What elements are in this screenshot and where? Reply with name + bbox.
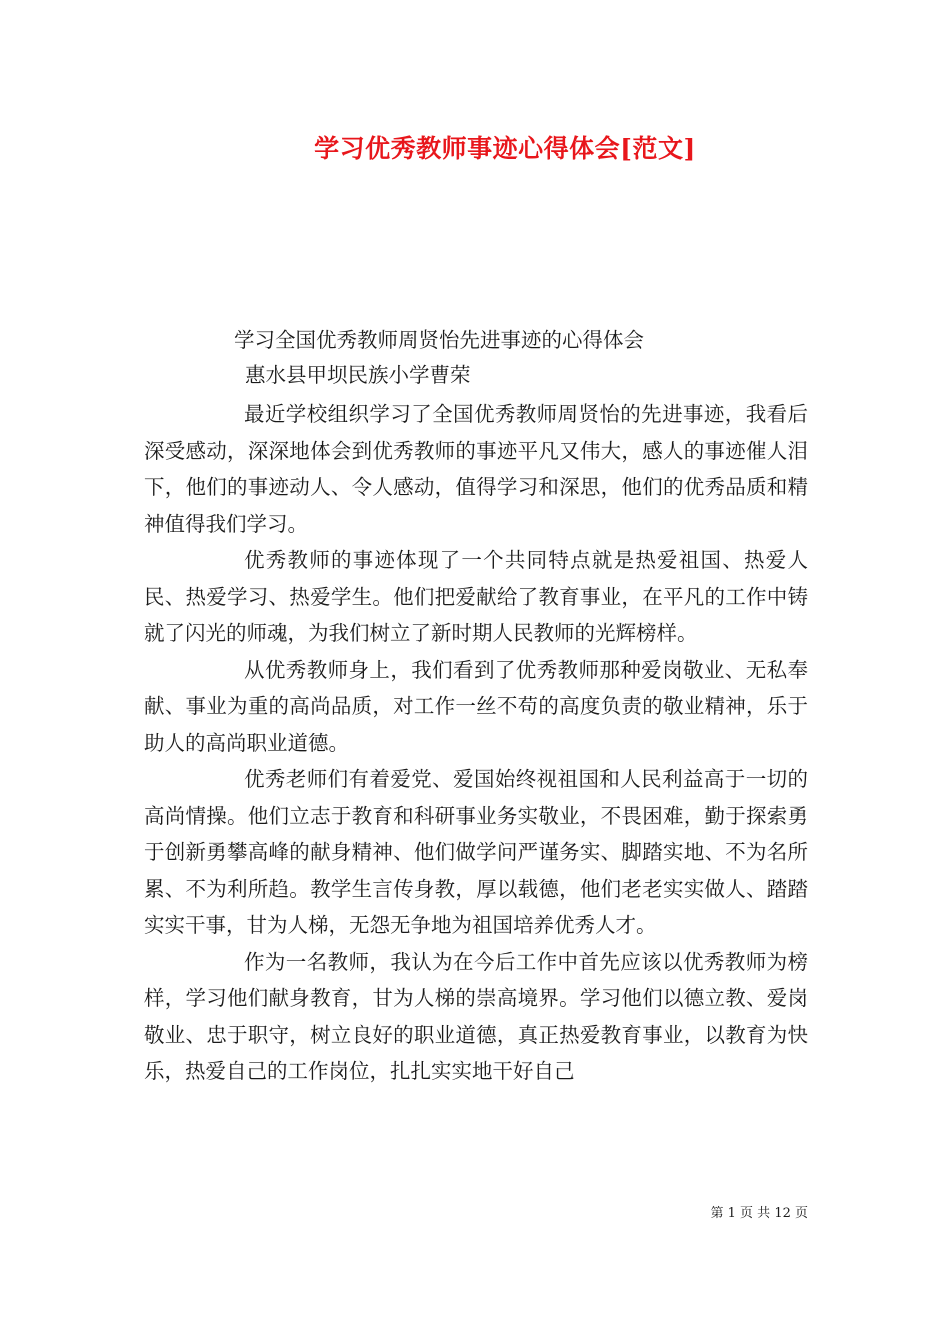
body-paragraph: 从优秀教师身上，我们看到了优秀教师那种爱岗敬业、无私奉献、事业为重的高尚品质，对工作一丝不苟的高度负责的敬业精神，乐于助人的高尚职业道德。 xyxy=(144,657,808,755)
body-paragraph: 优秀老师们有着爱党、爱国始终视祖国和人民利益高于一切的高尚情操。他们立志于教育和科研事业务实敬业，不畏困难，勤于探索勇于创新勇攀高峰的献身精神、他们做学问严谨务实、脚踏实地、不为名所累、不为利所趋。教学生言传身教，厚以载德，他们老老实实做人、踏踏实实干事，甘为人梯，无怨无争地为祖国培养优秀人才。 xyxy=(144,767,808,937)
document-author: 惠水县甲坝民族小学曹荣 xyxy=(245,363,471,387)
page-number-footer: 第 1 页 共 12 页 xyxy=(710,1206,808,1221)
body-paragraph: 作为一名教师，我认为在今后工作中首先应该以优秀教师为榜样，学习他们献身教育，甘为人梯的崇高境界。学习他们以德立教、爱岗敬业、忠于职守，树立良好的职业道德，真正热爱教育事业，以教育为快乐，热爱自己的工作岗位，扎扎实实地干好自己 xyxy=(144,949,808,1083)
body-paragraph: 最近学校组织学习了全国优秀教师周贤怡的先进事迹，我看后深受感动，深深地体会到优秀教师的事迹平凡又伟大，感人的事迹催人泪下，他们的事迹动人、令人感动，值得学习和深思，他们的优秀品质和精神值得我们学习。 xyxy=(144,402,808,536)
document-subtitle: 学习全国优秀教师周贤怡先进事迹的心得体会 xyxy=(234,328,644,352)
body-paragraph: 优秀教师的事迹体现了一个共同特点就是热爱祖国、热爱人民、热爱学习、热爱学生。他们把爱献给了教育事业，在平凡的工作中铸就了闪光的师魂，为我们树立了新时期人民教师的光辉榜样。 xyxy=(144,548,808,645)
document-body xyxy=(144,396,808,1090)
page-title: 学习优秀教师事迹心得体会[范文] xyxy=(314,134,696,163)
